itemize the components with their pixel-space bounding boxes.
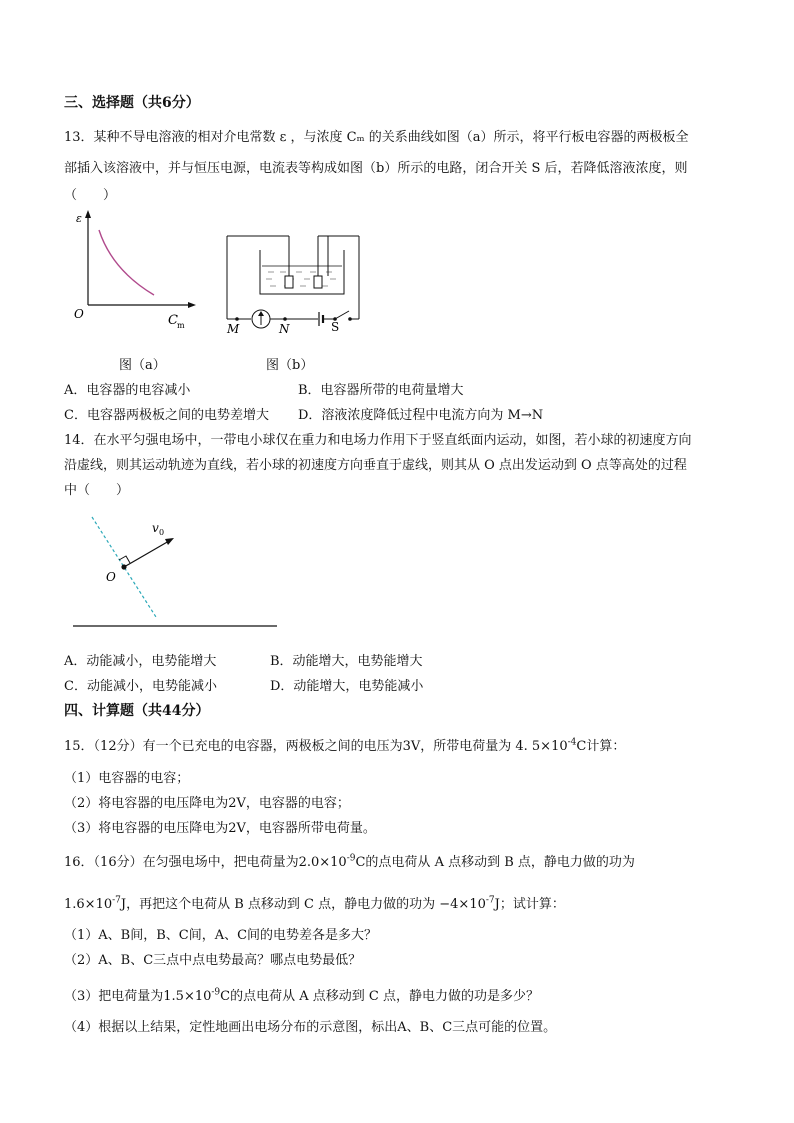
fig-a-caption: 图（a） xyxy=(119,358,166,373)
fig-a-x-sub: m xyxy=(177,321,185,330)
q13-option-a: A．电容器的电容减小 xyxy=(64,383,191,398)
fig-a-origin: O xyxy=(74,307,84,321)
label-v-sub: 0 xyxy=(159,528,165,537)
q14-option-d: D．动能增大，电势能减小 xyxy=(270,679,424,694)
q13-line1: 13．某种不导电溶液的相对介电常数 ε ，与浓度 Cₘ 的关系曲线如图（a）所示，将平行板电容器的两极板全 xyxy=(64,130,689,145)
q14-line2: 沿虚线，则其运动轨迹为直线，若小球的初速度方向垂直于虚线，则其从 O 点出发运动到 O 点等高处的过程 xyxy=(64,458,687,473)
q16-line1: 16．（16分）在匀强电场中，把电荷量为$2.0\times 10^{-9}C$的点电荷从 A 点移动到 B 点，静电力做的功为 xyxy=(64,853,635,870)
q13-line3: （ ） xyxy=(64,188,117,203)
q14-option-a: A．动能减小，电势能增大 xyxy=(64,654,217,669)
fig-a-y-label: ε xyxy=(76,212,82,225)
q15-line1: 15．（12分）有一个已充电的电容器，两极板之间的电压为3V，所带电荷量为 4. $5\times 10^{-4}C$计算： xyxy=(64,737,626,754)
fig-a-x-label: C xyxy=(168,313,178,328)
q14-line3: 中（ ） xyxy=(64,483,130,498)
figure-a-graph xyxy=(72,208,202,333)
q16-sub2: （2）A、B、C三点中点电势最高？哪点电势最低？ xyxy=(64,953,362,968)
q13-option-b: B．电容器所带的电荷量增大 xyxy=(298,383,464,398)
right-plate xyxy=(314,276,322,288)
q14-figure xyxy=(68,512,283,632)
figure-b-circuit xyxy=(222,232,367,337)
q16-sub3: （3）把电荷量为$1.5\times 10^{-9}C$的点电荷从 A 点移动到 C 点，静电力做的功是多少？ xyxy=(64,987,539,1004)
q13-option-d: D．溶液浓度降低过程中电流方向为 M→N xyxy=(298,408,544,423)
q16-sub1: （1）A、B间，B、C间，A、C间的电势差各是多大？ xyxy=(64,928,378,943)
section3-heading: 三、选择题（共6分） xyxy=(64,95,200,111)
q13-option-c: C．电容器两极板之间的电势差增大 xyxy=(64,408,269,423)
label-v: v xyxy=(152,521,159,535)
q16-line2: $1.6\times 10^{-7}J$，再把这个电荷从 B 点移动到 C 点，静电力做的功为 $-4\times 10^{-7}J$；试计算： xyxy=(64,895,565,912)
q14-option-b: B．动能增大，电势能增大 xyxy=(270,654,423,669)
q15-sub1: （1）电容器的电容； xyxy=(64,771,190,786)
q15-sub3: （3）将电容器的电压降电为2V，电容器所带电荷量。 xyxy=(64,821,376,836)
epsilon-curve xyxy=(99,230,154,295)
velocity-arrow xyxy=(124,541,169,567)
section4-heading: 四、计算题（共44分） xyxy=(64,703,210,719)
label-o: O xyxy=(106,570,116,584)
left-plate xyxy=(285,276,293,288)
q14-option-c: C．动能减小，电势能减小 xyxy=(64,679,217,694)
label-n: N xyxy=(279,322,290,336)
q14-line1: 14．在水平匀强电场中，一带电小球仅在重力和电场力作用下于竖直纸面内运动，如图，若小球的初速度方向 xyxy=(64,433,692,448)
fig-b-caption: 图（b） xyxy=(266,358,314,373)
label-m: M xyxy=(227,322,240,336)
q13-line2: 部插入该溶液中，并与恒压电源，电流表等构成如图（b）所示的电路，闭合开关 S 后，若降低溶液浓度，则 xyxy=(64,161,688,176)
right-angle-mark xyxy=(119,556,130,563)
q16-sub4: （4）根据以上结果，定性地画出电场分布的示意图，标出A、B、C三点可能的位置。 xyxy=(64,1020,557,1035)
q15-sub2: （2）将电容器的电压降电为2V，电容器的电容； xyxy=(64,796,350,811)
switch xyxy=(335,311,349,319)
label-s: S xyxy=(331,320,340,334)
point-o xyxy=(121,564,126,569)
